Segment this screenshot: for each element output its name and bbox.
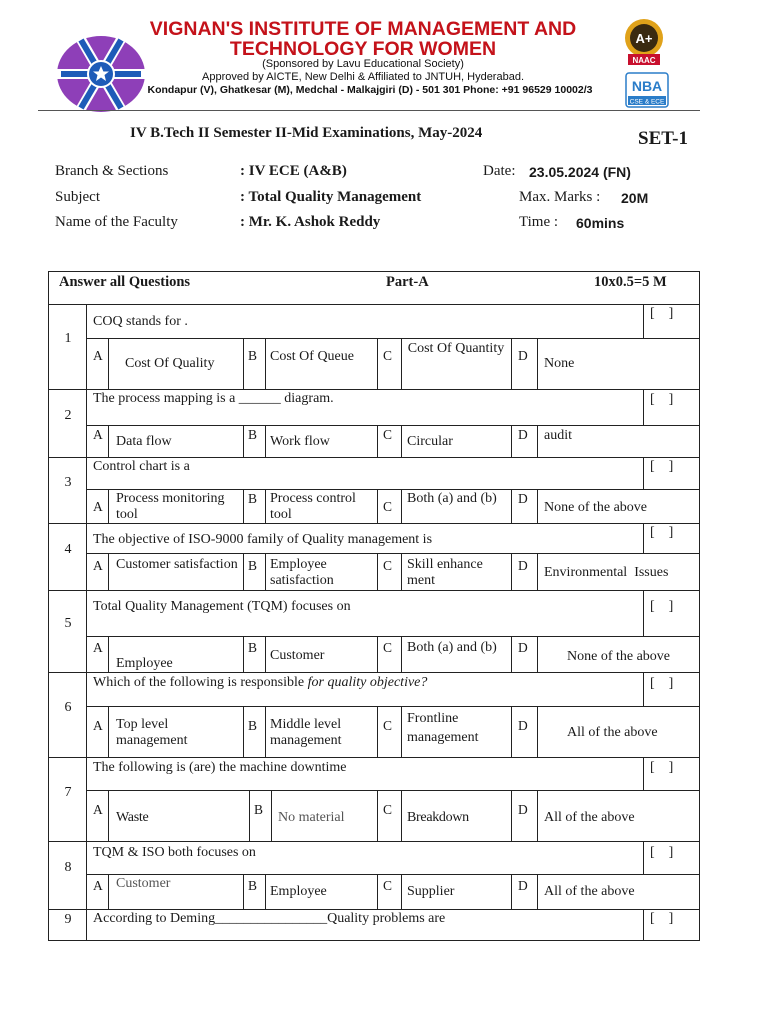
option-c: Breakdown <box>407 810 469 825</box>
option-d: All of the above <box>544 884 635 899</box>
answer-bracket: [ ] <box>650 392 674 407</box>
answer-bracket: [ ] <box>650 459 674 474</box>
question-text: According to Deming________________Quality problems are <box>93 911 446 926</box>
option-letter: A <box>93 802 103 817</box>
option-d: None of the above <box>567 649 671 664</box>
option-b: Process control tool <box>270 491 356 522</box>
option-d: None <box>544 356 575 371</box>
option-b: Cost Of Queue <box>270 349 354 364</box>
nba-badge-icon <box>624 72 670 108</box>
naac-label: NAAC <box>632 56 656 65</box>
part-marks: 10x0.5=5 M <box>594 274 667 290</box>
option-letter: C <box>383 802 393 817</box>
max-marks-label: Max. Marks : <box>519 189 601 205</box>
option-a: Customer satisfaction <box>116 557 238 572</box>
nba-sub: CSE & ECE <box>629 98 665 106</box>
answer-bracket: [ ] <box>650 911 674 926</box>
option-letter: B <box>248 348 258 363</box>
set-label: SET-1 <box>638 128 688 149</box>
nba-label: NBA <box>631 78 663 94</box>
time-value: 60mins <box>576 215 625 231</box>
sponsor-line: (Sponsored by Lavu Educational Society) <box>262 58 464 70</box>
option-letter: C <box>383 718 393 733</box>
question-number: 7 <box>64 785 72 800</box>
option-d: None of the above <box>544 500 648 515</box>
subject-value: : Total Quality Management <box>240 189 422 205</box>
option-letter: B <box>254 802 264 817</box>
answer-bracket: [ ] <box>650 845 674 860</box>
option-letter: D <box>518 640 528 655</box>
max-marks-value: 20M <box>621 190 649 206</box>
option-letter: B <box>248 491 258 506</box>
option-c: Skill enhance ment <box>407 557 483 588</box>
question-number: 2 <box>64 408 72 423</box>
option-letter: D <box>518 802 528 817</box>
option-d: audit <box>544 428 572 443</box>
option-letter: B <box>248 558 258 573</box>
subject-label: Subject <box>55 189 100 205</box>
answer-bracket: [ ] <box>650 525 674 540</box>
option-a: Data flow <box>116 434 172 449</box>
branch-label: Branch & Sections <box>55 163 169 179</box>
option-letter: B <box>248 640 258 655</box>
option-letter: A <box>93 427 103 442</box>
option-d: All of the above <box>544 810 635 825</box>
question-text: The following is (are) the machine downtime <box>93 760 347 775</box>
option-a: Process monitoring tool <box>116 491 225 522</box>
date-label: Date: <box>483 163 516 179</box>
option-c: Frontline management <box>407 711 479 745</box>
option-letter: D <box>518 718 528 733</box>
option-a: Cost Of Quality <box>125 356 215 371</box>
option-letter: A <box>93 718 103 733</box>
question-text: The objective of ISO-9000 family of Quality management is <box>93 532 433 547</box>
option-b: Customer <box>270 648 325 663</box>
question-text: COQ stands for . <box>93 314 188 329</box>
question-text: Control chart is a <box>93 459 190 474</box>
option-c: Both (a) and (b) <box>407 640 497 655</box>
institute-name-line2: TECHNOLOGY FOR WOMEN <box>229 38 497 60</box>
answer-bracket: [ ] <box>650 676 674 691</box>
option-letter: A <box>93 348 103 363</box>
option-letter: A <box>93 499 103 514</box>
option-b: Work flow <box>270 434 330 449</box>
option-a: Waste <box>116 810 149 825</box>
naac-grade: A+ <box>635 31 653 46</box>
option-letter: C <box>383 558 393 573</box>
naac-badge-icon <box>620 16 668 68</box>
option-d: Environmental Issues <box>544 565 669 580</box>
exam-title: IV B.Tech II Semester II-Mid Examinations, May-2024 <box>130 125 483 141</box>
option-c: Both (a) and (b) <box>407 491 497 506</box>
option-letter: A <box>93 878 103 893</box>
question-number: 8 <box>64 860 72 875</box>
option-c: Supplier <box>407 884 455 899</box>
option-c: Circular <box>407 434 453 449</box>
faculty-label: Name of the Faculty <box>55 214 178 230</box>
option-b: Employee <box>270 884 327 899</box>
question-number: 5 <box>64 616 72 631</box>
instruction-text: Answer all Questions <box>59 274 191 290</box>
option-letter: B <box>248 427 258 442</box>
option-letter: C <box>383 640 393 655</box>
answer-bracket: [ ] <box>650 760 674 775</box>
option-letter: B <box>248 718 258 733</box>
option-letter: C <box>383 499 393 514</box>
option-d: All of the above <box>567 725 658 740</box>
option-letter: D <box>518 558 528 573</box>
address-line: Kondapur (V), Ghatkesar (M), Medchal - Malkajgiri (D) - 501 301 Phone: +91 96529 10002/3 <box>147 84 593 96</box>
faculty-value: : Mr. K. Ashok Reddy <box>240 214 381 230</box>
option-b: No material <box>278 810 345 825</box>
time-label: Time : <box>519 214 559 230</box>
option-letter: A <box>93 558 103 573</box>
option-letter: C <box>383 348 393 363</box>
institute-name-line1: VIGNAN'S INSTITUTE OF MANAGEMENT AND <box>149 18 577 40</box>
answer-bracket: [ ] <box>650 306 674 321</box>
option-letter: D <box>518 878 528 893</box>
option-a: Customer <box>116 876 171 891</box>
option-b: Middle level management <box>270 717 342 748</box>
header-divider <box>38 110 700 111</box>
date-value: 23.05.2024 (FN) <box>529 164 631 180</box>
part-label: Part-A <box>386 274 429 290</box>
question-text: The process mapping is a ______ diagram. <box>93 391 334 406</box>
question-number: 1 <box>64 331 72 346</box>
option-letter: B <box>248 878 258 893</box>
question-text: TQM & ISO both focuses on <box>93 845 256 860</box>
option-letter: D <box>518 427 528 442</box>
answer-bracket: [ ] <box>650 599 674 614</box>
branch-value: : IV ECE (A&B) <box>240 163 347 179</box>
question-text: Total Quality Management (TQM) focuses on <box>93 599 351 614</box>
option-letter: C <box>383 878 393 893</box>
question-number: 4 <box>64 542 72 557</box>
question-text-italic: for quality objective? <box>307 675 428 690</box>
option-a: Employee <box>116 656 173 671</box>
question-text <box>93 675 427 691</box>
option-letter: D <box>518 491 528 506</box>
option-a: Top level management <box>116 717 188 748</box>
option-letter: A <box>93 640 103 655</box>
approval-line: Approved by AICTE, New Delhi & Affiliated to JNTUH, Hyderabad. <box>202 71 524 83</box>
question-text-plain: Which of the following is responsible <box>93 675 308 690</box>
question-table <box>48 271 700 941</box>
option-letter: C <box>383 427 393 442</box>
option-b: Employee satisfaction <box>270 557 334 588</box>
question-number: 6 <box>64 700 72 715</box>
question-number: 3 <box>64 475 72 490</box>
option-c: Cost Of Quantity <box>407 341 505 356</box>
question-number: 9 <box>64 912 72 927</box>
option-letter: D <box>518 348 528 363</box>
